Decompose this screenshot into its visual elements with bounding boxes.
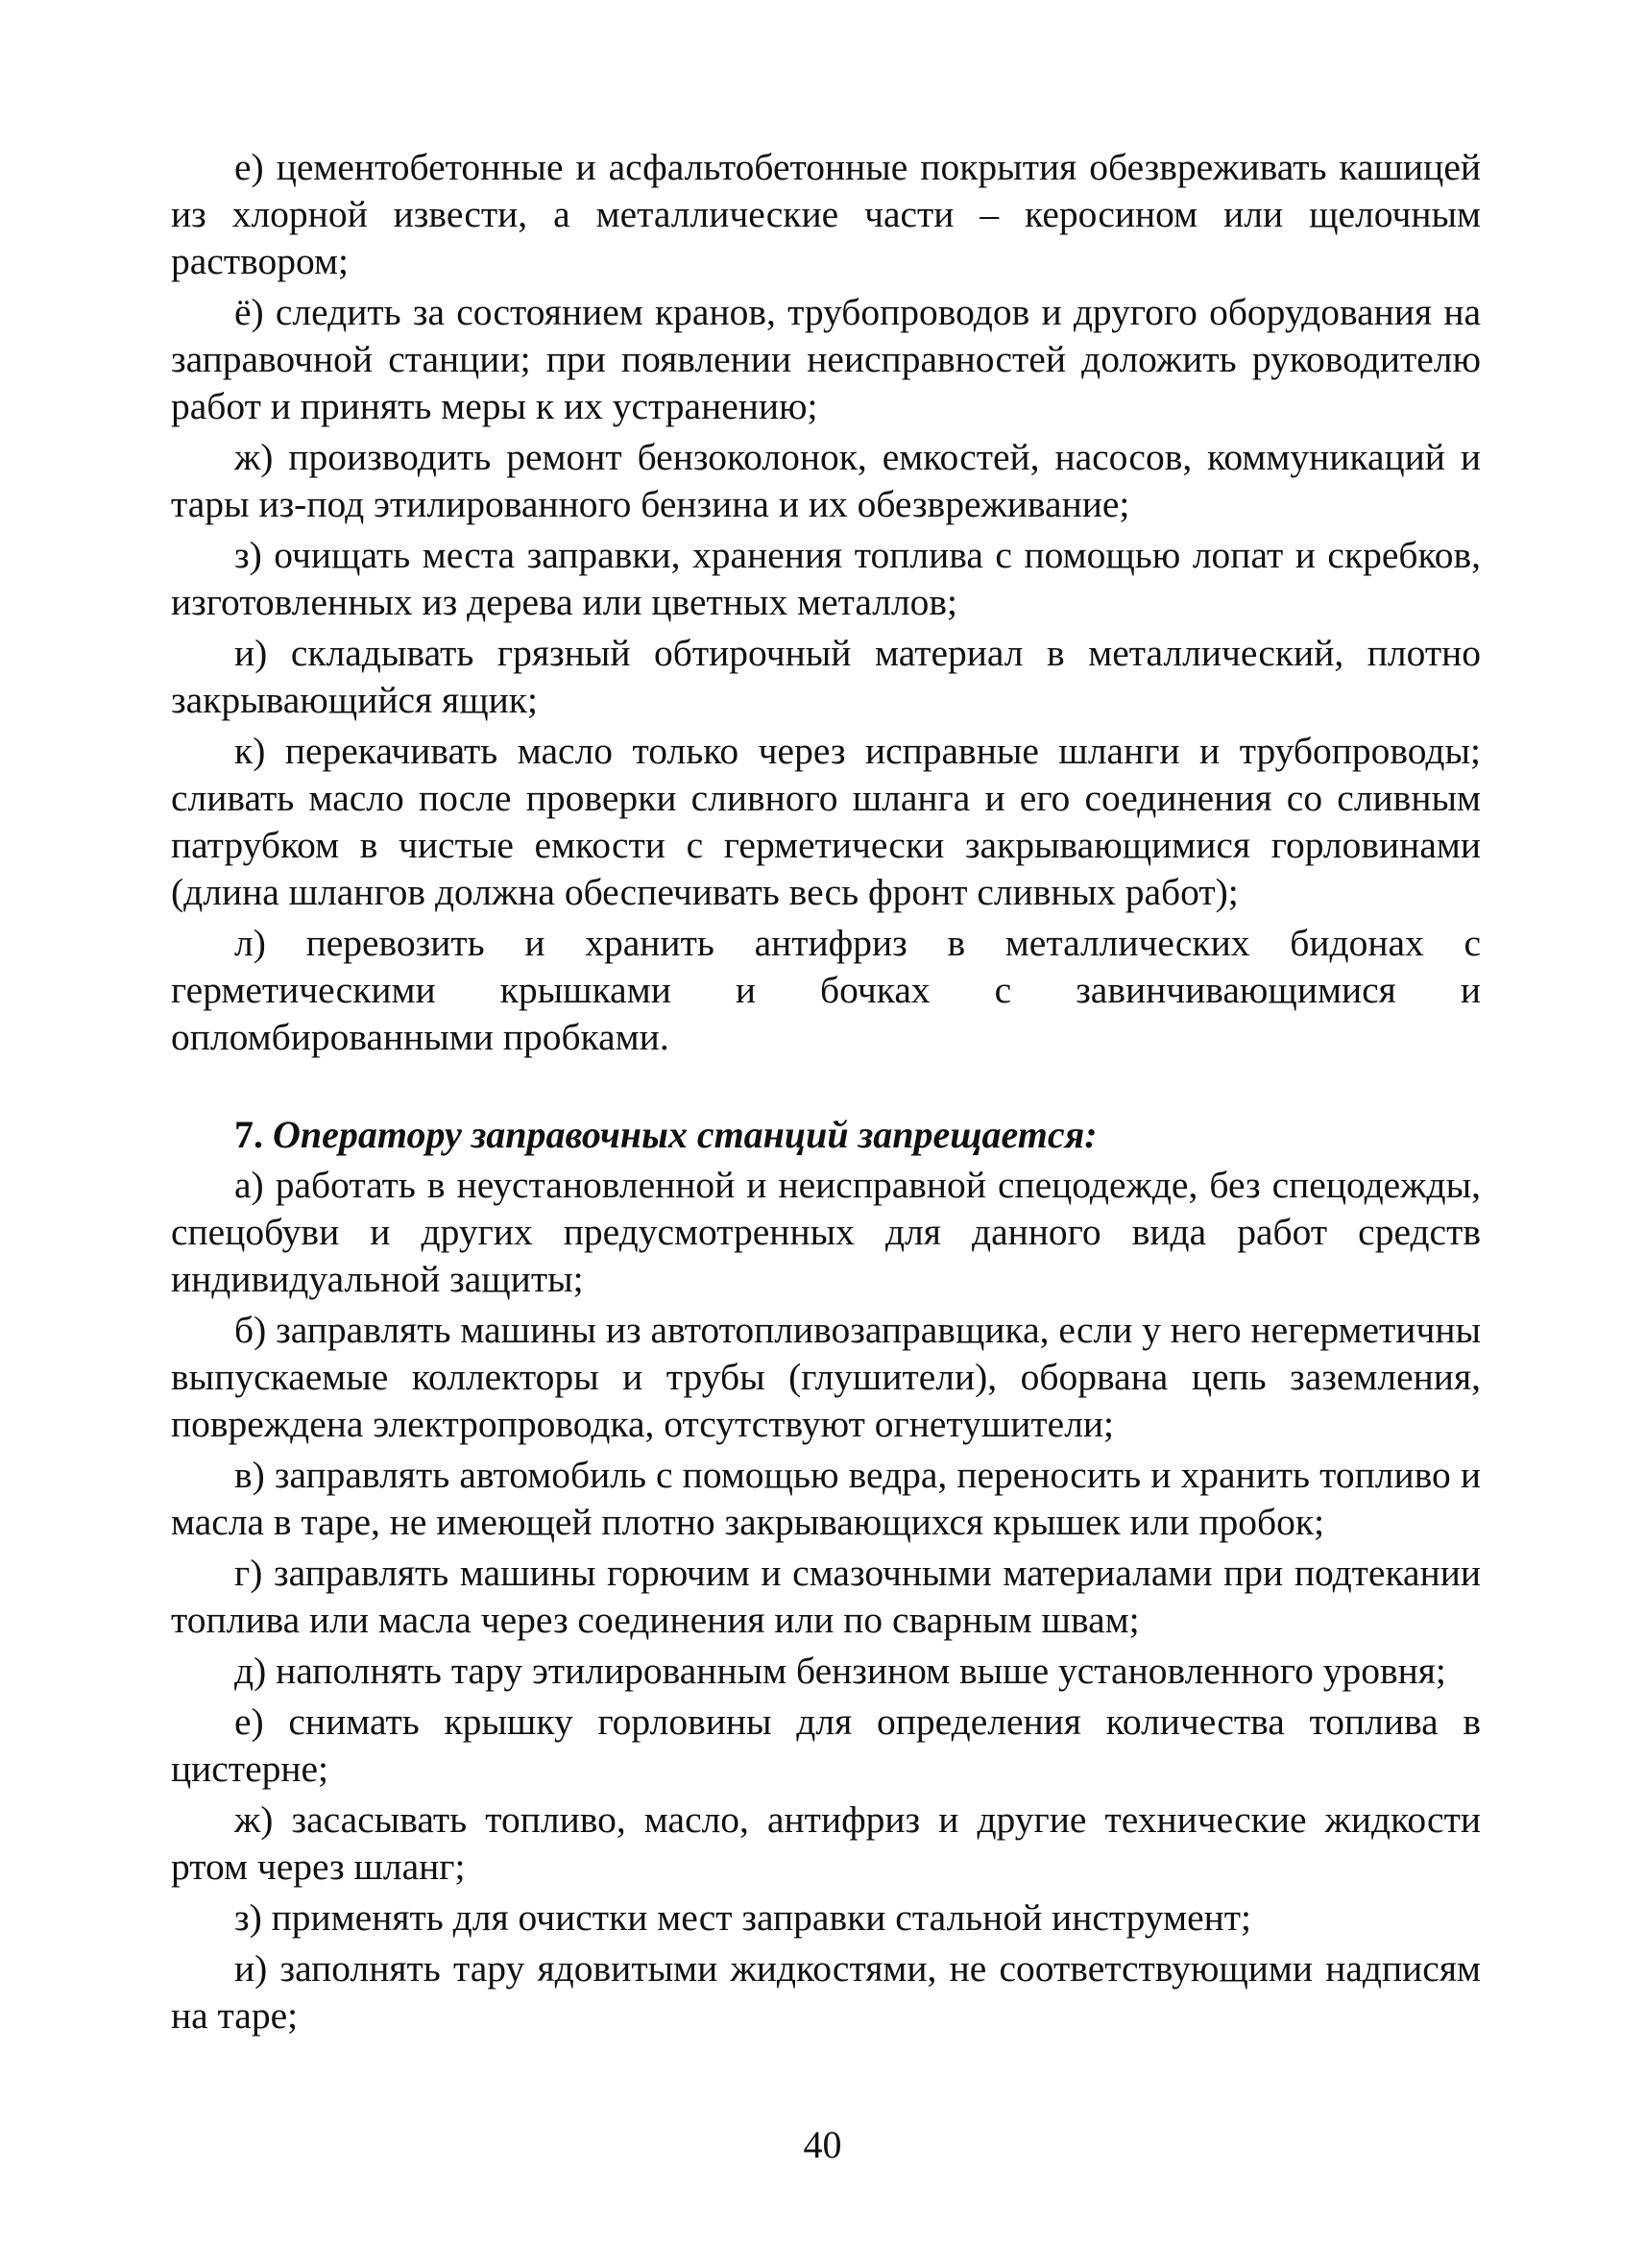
prohibition-item-b: б) заправлять машины из автотопливозаправщика, если у него негерметичны выпускаемые коллекторы и трубы (глушители), оборвана цепь заземления, повреждена электропроводка, отсутствуют огнетушители; bbox=[171, 1309, 1481, 1445]
prohibition-item-a: а) работать в неустановленной и неисправной спецодежде, без спецодежды, спецобуви и других предусмотренных для данного вида работ средств индивидуальной защиты; bbox=[171, 1164, 1481, 1300]
section-heading bbox=[171, 1111, 1481, 1158]
section-number: 7. bbox=[234, 1113, 263, 1156]
paragraph-item-l: л) перевозить и хранить антифриз в металлических бидонах с герметическими крышками и бочках с завинчивающимися и опломбированными пробками. bbox=[171, 922, 1481, 1058]
paragraph-item-yo: ё) следить за состоянием кранов, трубопроводов и другого оборудования на заправочной станции; при появлении неисправностей доложить руководителю работ и принять меры к их устранению; bbox=[171, 291, 1481, 427]
prohibition-item-d: д) наполнять тару этилированным бензином выше установленного уровня; bbox=[234, 1650, 1446, 1692]
prohibition-item-e: е) снимать крышку горловины для определения количества топлива в цистерне; bbox=[171, 1701, 1481, 1790]
prohibition-item-g: г) заправлять машины горючим и смазочными материалами при подтекании топлива или масла через соединения или по сварным швам; bbox=[171, 1552, 1481, 1641]
prohibition-item-zh: ж) засасывать топливо, масло, антифриз и другие технические жидкости ртом через шланг; bbox=[171, 1798, 1481, 1888]
prohibition-item-z: з) применять для очистки мест заправки стальной инструмент; bbox=[234, 1896, 1251, 1939]
document-page bbox=[171, 144, 1481, 2043]
section-title: Оператору заправочных станций запрещается: bbox=[273, 1113, 1098, 1156]
page-number: 40 bbox=[803, 2123, 842, 2166]
paragraph-item-z: з) очищать места заправки, хранения топлива с помощью лопат и скребков, изготовленных из дерева или цветных металлов; bbox=[171, 534, 1481, 623]
prohibition-item-v: в) заправлять автомобиль с помощью ведра, переносить и хранить топливо и масла в таре, не имеющей плотно закрывающихся крышек или пробок; bbox=[171, 1454, 1481, 1543]
paragraph-item-e: е) цементобетонные и асфальтобетонные покрытия обезвреживать кашицей из хлорной извести, а металлические части – керосином или щелочным раствором; bbox=[171, 146, 1481, 282]
prohibition-item-i: и) заполнять тару ядовитыми жидкостями, не соответствующими надписям на таре; bbox=[171, 1947, 1481, 2037]
paragraph-item-zh: ж) производить ремонт бензоколонок, емкостей, насосов, коммуникаций и тары из-под этилированного бензина и их обезвреживание; bbox=[171, 436, 1481, 525]
paragraph-item-i: и) складывать грязный обтирочный материал в металлический, плотно закрывающийся ящик; bbox=[171, 632, 1481, 721]
paragraph-item-k: к) перекачивать масло только через исправные шланги и трубопроводы; сливать масло после проверки сливного шланга и его соединения со сливным патрубком в чистые емкости с герметически закрывающимися горловинами (длина шлангов должна обеспечивать весь фронт сливных работ); bbox=[171, 730, 1481, 913]
